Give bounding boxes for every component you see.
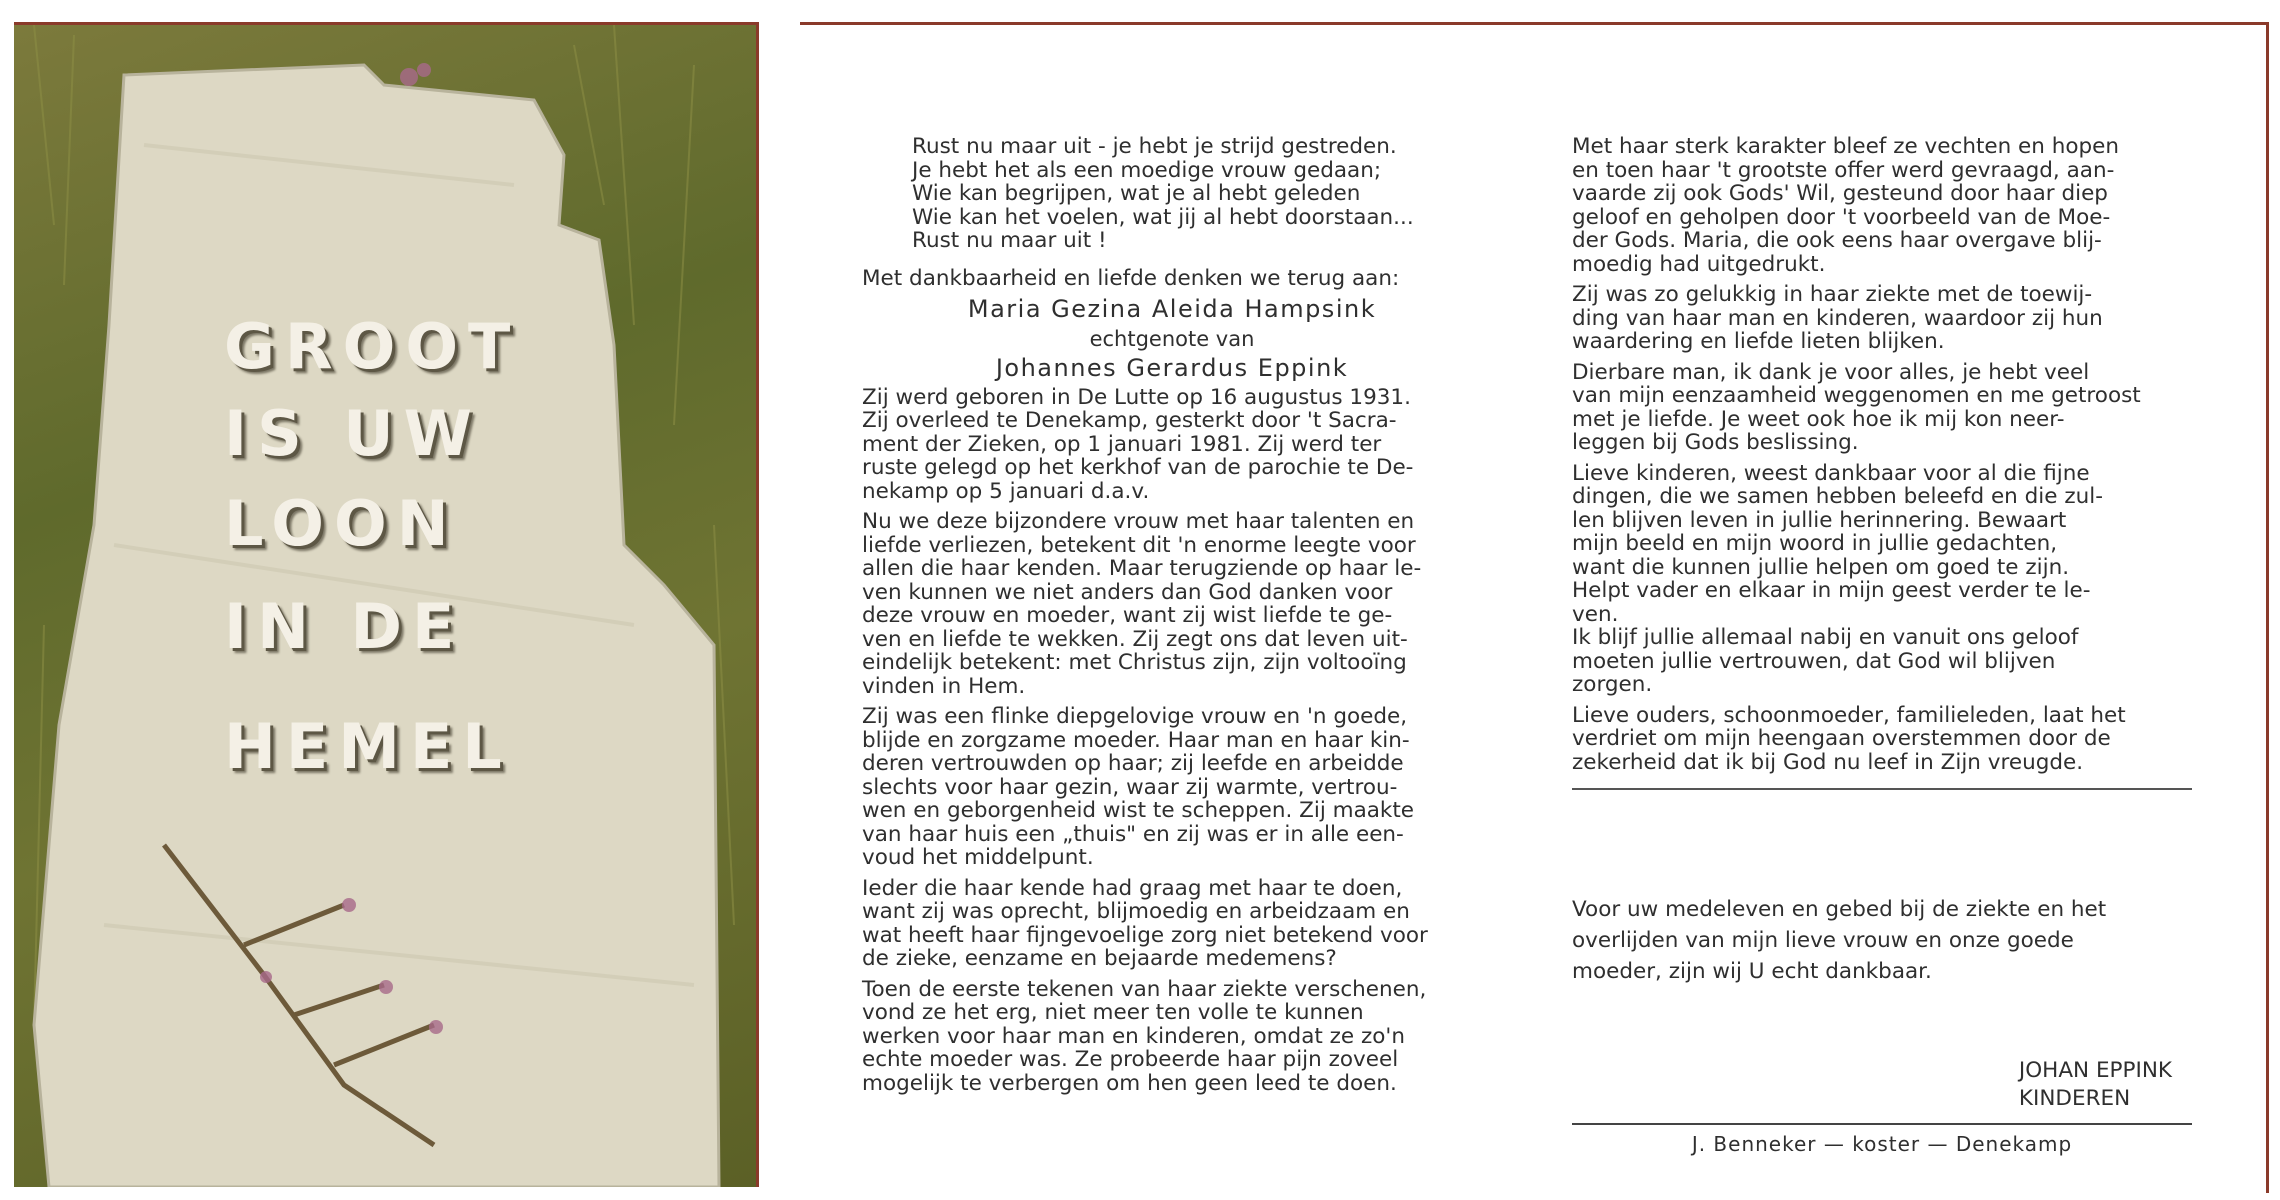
- text-line: zekerheid dat ik bij God nu leef in Zijn vreugde.: [1572, 749, 2084, 775]
- stone-word-3: LOON: [224, 487, 459, 560]
- text-line: voud het middelpunt.: [862, 845, 1094, 870]
- text-line: want zij was oprecht, blijmoedig en arbeidzaam en: [862, 899, 1410, 924]
- spouse-label: echtgenote van: [1089, 326, 1255, 351]
- text-line: slechts voor haar gezin, waar zij warmte, vertrou-: [862, 774, 1398, 800]
- paragraph: [1572, 462, 2192, 697]
- stone-word-5: HEMEL: [224, 710, 512, 783]
- text-line: Zij was een flinke diepgelovige vrouw en 'n goede,: [862, 704, 1408, 729]
- paragraph: [862, 510, 1482, 698]
- text-line: vinden in Hem.: [862, 673, 1026, 699]
- memorial-text-card: [800, 22, 2269, 1193]
- text-line: Ieder die haar kende had graag met haar te doen,: [862, 875, 1403, 901]
- memorial-photo: [14, 22, 759, 1187]
- stone-word-4: IN DE: [224, 590, 465, 663]
- text-line: van mijn eenzaamheid weggenomen en me getroost: [1572, 383, 2141, 408]
- text-line: zorgen.: [1572, 672, 1653, 697]
- text-line: ding van haar man en kinderen, waardoor zij hun: [1572, 305, 2103, 331]
- text-line: echte moeder was. Ze probeerde haar pijn zoveel: [862, 1047, 1399, 1072]
- poem-line: Rust nu maar uit !: [912, 228, 1107, 253]
- text-line: deze vrouw en moeder, want zij wist liefde te ge-: [862, 603, 1393, 628]
- deceased-name: Maria Gezina Aleida Hampsink: [967, 295, 1377, 323]
- text-line: leggen bij Gods beslissing.: [1572, 430, 1859, 455]
- text-line: verdriet om mijn heengaan overstemmen door de: [1572, 726, 2111, 751]
- text-line: moeder, zijn wij U echt dankbaar.: [1572, 959, 1932, 984]
- text-line: len blijven leven in jullie herinnering. Bewaart: [1572, 507, 2067, 533]
- text-line: ruste gelegd op het kerkhof van de parochie te De-: [862, 455, 1414, 480]
- text-column-right: [1572, 135, 2192, 1157]
- stone-word-2: IS UW: [224, 397, 483, 470]
- text-line: Ik blijf jullie allemaal nabij en vanuit ons geloof: [1572, 625, 2079, 650]
- text-line: wat heeft haar fijngevoelige zorg niet betekend voor: [862, 922, 1428, 948]
- paragraph: [862, 386, 1482, 504]
- text-line: Met haar sterk karakter bleef ze vechten en hopen: [1572, 134, 2120, 159]
- text-line: ven en liefde te wekken. Zij zegt ons dat leven uit-: [862, 626, 1408, 652]
- text-line: Zij was zo gelukkig in haar ziekte met de toewij-: [1572, 282, 2093, 307]
- paragraph: [1572, 135, 2192, 276]
- text-line: deren vertrouwden op haar; zij leefde en arbeidde: [862, 751, 1404, 776]
- spouse-name: Johannes Gerardus Eppink: [995, 354, 1349, 382]
- paragraph: [1572, 361, 2192, 455]
- text-line: moeten jullie vertrouwen, dat God wil blijven: [1572, 648, 2056, 674]
- text-line: Toen de eerste tekenen van haar ziekte verschenen,: [862, 976, 1427, 1002]
- stone-word-1: GROOT: [224, 310, 521, 383]
- signature-line: JOHAN EPPINK: [2018, 1058, 2172, 1083]
- text-line: moedig had uitgedrukt.: [1572, 251, 1826, 277]
- text-line: der Gods. Maria, die ook eens haar overgave blij-: [1572, 228, 2102, 253]
- text-line: Lieve ouders, schoonmoeder, familieleden, laat het: [1572, 702, 2126, 728]
- thanks-block: [1572, 894, 2192, 987]
- paragraph: [1572, 283, 2192, 354]
- text-line: de zieke, eenzame en bejaarde medemens?: [862, 946, 1337, 971]
- text-line: allen die haar kenden. Maar terugziende op haar le-: [862, 556, 1422, 581]
- text-line: ven.: [1572, 601, 1619, 627]
- text-line: geloof en geholpen door 't voorbeeld van de Moe-: [1572, 204, 2111, 230]
- text-line: liefde verliezen, betekent dit 'n enorme leegte voor: [862, 532, 1416, 558]
- paragraph: [862, 978, 1482, 1096]
- text-line: met je liefde. Je weet ook hoe ik mij kon neer-: [1572, 406, 2065, 432]
- text-line: mijn beeld en mijn woord in jullie gedachten,: [1572, 531, 2058, 556]
- text-line: Zij werd geboren in De Lutte op 16 augustus 1931.: [862, 384, 1411, 410]
- text-line: Dierbare man, ik dank je voor alles, je hebt veel: [1572, 359, 2090, 385]
- text-line: van haar huis een „thuis" en zij was er in alle een-: [862, 821, 1404, 847]
- poem-line: Wie kan begrijpen, wat je al hebt geleden: [912, 181, 1361, 206]
- text-line: wen en geborgenheid wist te scheppen. Zij maakte: [862, 798, 1415, 823]
- text-line: Nu we deze bijzondere vrouw met haar talenten en: [862, 509, 1415, 534]
- paragraph: [862, 705, 1482, 870]
- signature-line: KINDEREN: [2018, 1086, 2131, 1111]
- text-line: dingen, die we samen hebben beleefd en die zul-: [1572, 484, 2103, 509]
- text-column-left: [862, 135, 1482, 1102]
- intro-line: Met dankbaarheid en liefde denken we terug aan:: [862, 265, 1400, 291]
- signature: [1572, 1057, 2172, 1113]
- text-line: nekamp op 5 januari d.a.v.: [862, 478, 1150, 504]
- poem: [912, 135, 1482, 253]
- text-line: want die kunnen jullie helpen om goed te zijn.: [1572, 554, 2070, 580]
- text-line: blijde en zorgzame moeder. Haar man en haar kin-: [862, 727, 1410, 753]
- printer-credit: J. Benneker — koster — Denekamp: [1691, 1132, 2073, 1156]
- text-line: ven kunnen we niet anders dan God danken voor: [862, 579, 1393, 605]
- text-line: Voor uw medeleven en gebed bij de ziekte en het: [1572, 897, 2107, 922]
- poem-line: Rust nu maar uit - je hebt je strijd gestreden.: [912, 134, 1397, 159]
- poem-line: Je hebt het als een moedige vrouw gedaan;: [912, 157, 1382, 183]
- text-line: mogelijk te verbergen om hen geen leed te doen.: [862, 1070, 1397, 1096]
- text-line: Lieve kinderen, weest dankbaar voor al die fijne: [1572, 460, 2090, 486]
- paragraph: [862, 877, 1482, 971]
- text-line: Helpt vader en elkaar in mijn geest verder te le-: [1572, 578, 2091, 603]
- text-line: eindelijk betekent: met Christus zijn, zijn voltooïng: [862, 650, 1407, 675]
- text-line: vaarde zij ook Gods' Wil, gesteund door haar diep: [1572, 181, 2108, 206]
- footer-divider: [1572, 1123, 2192, 1125]
- text-line: en toen haar 't grootste offer werd gevraagd, aan-: [1572, 157, 2115, 183]
- text-line: waardering en liefde lieten blijken.: [1572, 329, 1945, 354]
- text-line: Zij overleed te Denekamp, gesterkt door 't Sacra-: [862, 408, 1397, 433]
- text-line: werken voor haar man en kinderen, omdat ze zo'n: [862, 1023, 1405, 1049]
- text-line: vond ze het erg, niet meer ten volle te kunnen: [862, 1000, 1364, 1025]
- text-line: ment der Zieken, op 1 januari 1981. Zij werd ter: [862, 431, 1382, 457]
- paragraph: [1572, 704, 2192, 775]
- text-line: overlijden van mijn lieve vrouw en onze goede: [1572, 928, 2074, 953]
- poem-line: Wie kan het voelen, wat jij al hebt doorstaan...: [912, 204, 1414, 230]
- divider: [1572, 788, 2192, 790]
